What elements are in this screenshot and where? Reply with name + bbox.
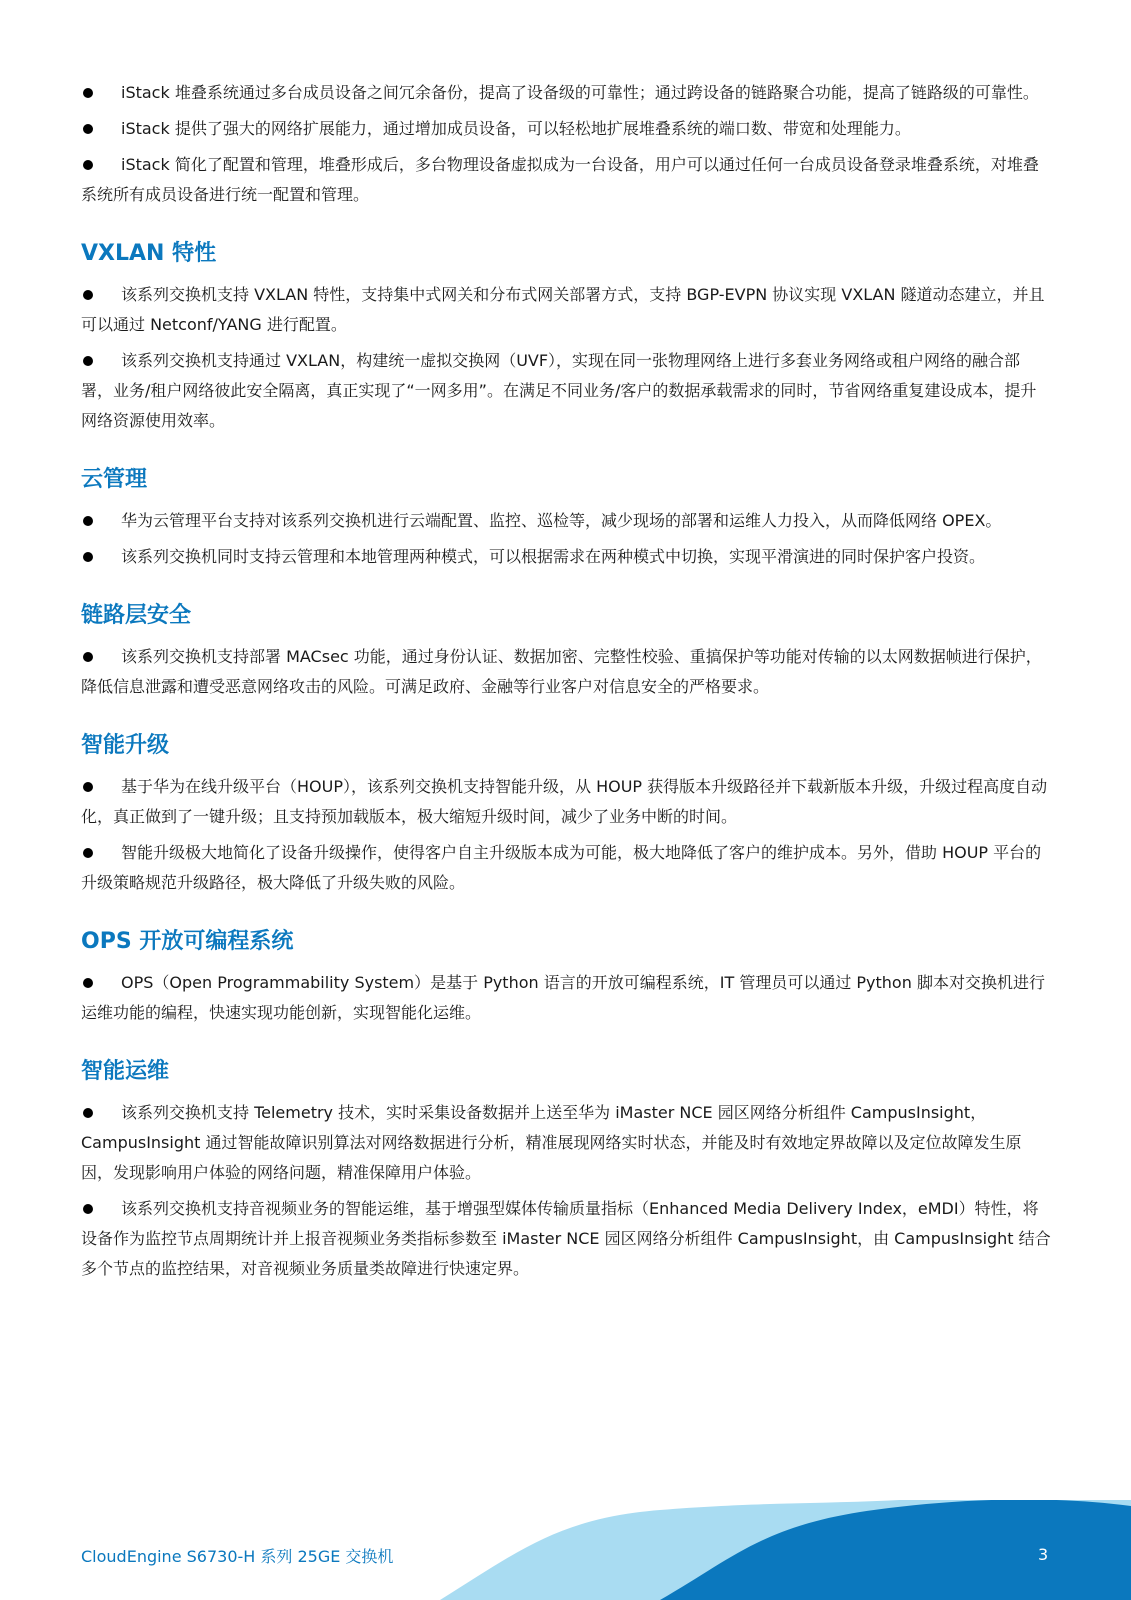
list-item-text: 智能升级极大地简化了设备升级操作，使得客户自主升级版本成为可能，极大地降低了客户的维护成本。另外，借助 HOUP 平台的升级策略规范升级路径，极大降低了升级失败的风险。 — [81, 843, 1042, 892]
list-item-text: 华为云管理平台支持对该系列交换机进行云端配置、监控、巡检等，减少现场的部署和运维人力投入，从而降低网络 OPEX。 — [121, 511, 1002, 530]
list-item-text: iStack 简化了配置和管理，堆叠形成后，多台物理设备虚拟成为一台设备，用户可以通过任何一台成员设备登录堆叠系统，对堆叠系统所有成员设备进行统一配置和管理。 — [81, 155, 1039, 204]
list-item — [81, 346, 1051, 436]
list-item-text: 该系列交换机支持音视频业务的智能运维，基于增强型媒体传输质量指标（Enhanced Media Delivery Index，eMDI）特性，将设备作为监控节点周期统计并上报音视频业务类指标参数至 iMaster NCE 园区网络分析组件 CampusInsight，由 CampusInsight 结合多个节点的监控结果，对音视频业务质量类故障进行快速定界。 — [81, 1199, 1051, 1278]
bullet-icon — [83, 552, 93, 562]
bullet-icon — [83, 1204, 93, 1214]
bullet-icon — [83, 782, 93, 792]
section-heading: 智能运维 — [81, 1059, 170, 1084]
list-item — [81, 1098, 1051, 1188]
section-cloud-management — [81, 466, 1051, 572]
bullet-icon — [83, 88, 93, 98]
list-item-text: 该系列交换机支持 Telemetry 技术，实时采集设备数据并上送至华为 iMaster NCE 园区网络分析组件 CampusInsight，CampusInsight 通过智能故障识别算法对网络数据进行分析，精准展现网络实时状态，并能及时有效地定界故障以及定位故障发生原因，发现影响用户体验的网络问题，精准保障用户体验。 — [81, 1103, 1022, 1182]
list-item — [81, 772, 1051, 832]
section-ops — [81, 928, 1051, 1028]
list-item-text: iStack 提供了强大的网络扩展能力，通过增加成员设备，可以轻松地扩展堆叠系统的端口数、带宽和处理能力。 — [121, 119, 911, 138]
bullet-icon — [83, 124, 93, 134]
bullet-icon — [83, 290, 93, 300]
bullet-icon — [83, 978, 93, 988]
list-item — [81, 150, 1051, 210]
list-item — [81, 114, 1051, 144]
list-item — [81, 506, 1051, 536]
bullet-icon — [83, 356, 93, 366]
section-smart-upgrade — [81, 732, 1051, 898]
list-item-text: 该系列交换机支持部署 MACsec 功能，通过身份认证、数据加密、完整性校验、重搞保护等功能对传输的以太网数据帧进行保护，降低信息泄露和遭受恶意网络攻击的风险。可满足政府、金融等行业客户对信息安全的严格要求。 — [81, 647, 1042, 696]
section-smart-om — [81, 1058, 1051, 1284]
list-item — [81, 78, 1051, 108]
bullet-icon — [83, 516, 93, 526]
list-item — [81, 642, 1051, 702]
bullet-icon — [83, 160, 93, 170]
document-body — [81, 78, 1051, 1290]
list-item — [81, 968, 1051, 1028]
section-heading: VXLAN 特性 — [81, 241, 217, 266]
footer-title: CloudEngine S6730-H 系列 25GE 交换机 — [81, 1547, 394, 1566]
page-number: 3 — [1038, 1545, 1049, 1564]
list-item-text: iStack 堆叠系统通过多台成员设备之间冗余备份，提高了设备级的可靠性；通过跨设备的链路聚合功能，提高了链路级的可靠性。 — [121, 83, 1039, 102]
list-item-text: 该系列交换机同时支持云管理和本地管理两种模式，可以根据需求在两种模式中切换，实现平滑演进的同时保护客户投资。 — [121, 547, 986, 566]
section-heading: 链路层安全 — [81, 603, 192, 628]
list-item-text: 该系列交换机支持 VXLAN 特性，支持集中式网关和分布式网关部署方式，支持 BGP-EVPN 协议实现 VXLAN 隧道动态建立，并且可以通过 Netconf/YANG 进行配置。 — [81, 285, 1045, 334]
intro-list — [81, 78, 1051, 210]
list-item — [81, 838, 1051, 898]
list-item — [81, 1194, 1051, 1284]
list-item-text: 基于华为在线升级平台（HOUP），该系列交换机支持智能升级，从 HOUP 获得版本升级路径并下载新版本升级，升级过程高度自动化，真正做到了一键升级；且支持预加载版本，极大缩短升级时间，减少了业务中断的时间。 — [81, 777, 1048, 826]
section-heading: 智能升级 — [81, 733, 170, 758]
list-item — [81, 542, 1051, 572]
bullet-icon — [83, 1108, 93, 1118]
section-heading: OPS 开放可编程系统 — [81, 929, 294, 954]
section-link-layer-security — [81, 602, 1051, 702]
section-vxlan — [81, 240, 1051, 436]
bullet-icon — [83, 652, 93, 662]
bullet-icon — [83, 848, 93, 858]
section-heading: 云管理 — [81, 467, 148, 492]
list-item-text: OPS（Open Programmability System）是基于 Python 语言的开放可编程系统，IT 管理员可以通过 Python 脚本对交换机进行运维功能的编程，快速实现功能创新，实现智能化运维。 — [81, 973, 1045, 1022]
list-item-text: 该系列交换机支持通过 VXLAN，构建统一虚拟交换网（UVF），实现在同一张物理网络上进行多套业务网络或租户网络的融合部署，业务/租户网络彼此安全隔离，真正实现了“一网多用”。在满足不同业务/客户的数据承载需求的同时，节省网络重复建设成本，提升网络资源使用效率。 — [81, 351, 1037, 430]
list-item — [81, 280, 1051, 340]
